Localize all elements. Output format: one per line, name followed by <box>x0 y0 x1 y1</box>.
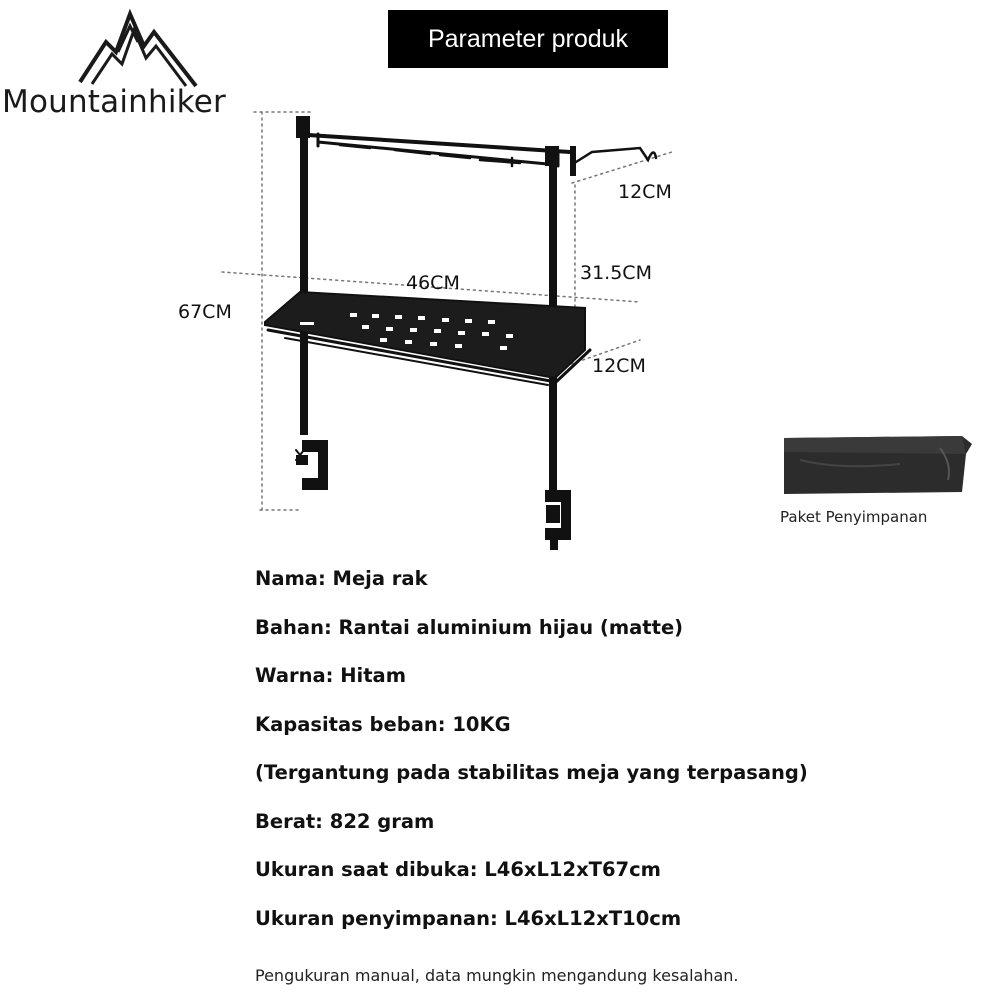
spec-name: Nama: Meja rak <box>255 567 428 590</box>
spec-color: Warna: Hitam <box>255 664 407 687</box>
rack-frame <box>222 112 672 550</box>
storage-bag-label: Paket Penyimpanan <box>780 508 928 526</box>
brand-name: Mountainhiker <box>2 84 226 120</box>
spec-load-note: (Tergantung pada stabilitas meja yang terpasang) <box>255 761 808 784</box>
spec-load-capacity: Kapasitas beban: 10KG <box>255 712 511 736</box>
page-title-text: Parameter produk <box>427 24 629 53</box>
dimension-top-depth: 12CM <box>618 181 672 203</box>
spec-list <box>255 563 808 951</box>
spec-weight: Berat: 822 gram <box>255 809 435 833</box>
storage-bag-icon <box>780 430 975 502</box>
dimension-total-height: 67CM <box>178 301 232 323</box>
spec-storage-size: Ukuran penyimpanan: L46xL12xT10cm <box>255 906 682 930</box>
dimension-shelf-depth: 12CM <box>592 355 646 377</box>
dimension-width: 46CM <box>406 272 460 294</box>
spec-open-size: Ukuran saat dibuka: L46xL12xT67cm <box>255 858 661 881</box>
dimension-upper-height: 31.5CM <box>580 262 652 284</box>
spec-material: Bahan: Rantai aluminium hijau (matte) <box>255 615 684 639</box>
footer-note: Pengukuran manual, data mungkin mengandung kesalahan. <box>255 966 739 985</box>
